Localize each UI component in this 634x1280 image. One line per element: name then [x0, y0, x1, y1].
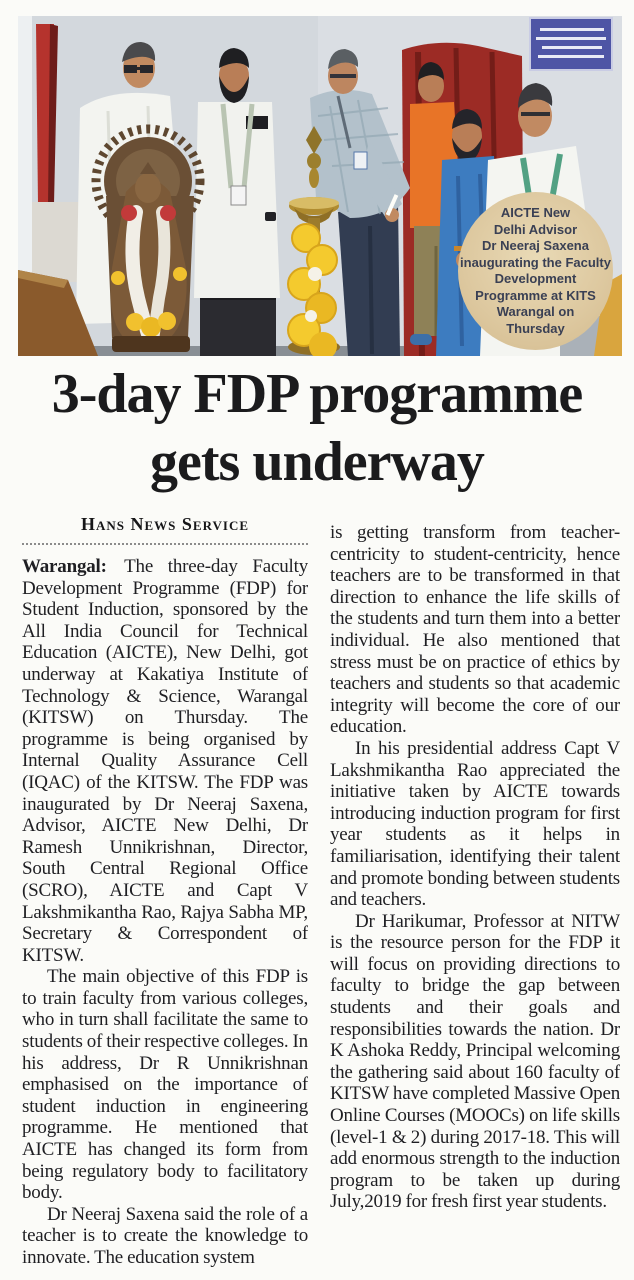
article-column-left	[22, 514, 308, 1276]
byline: Hans News Service	[22, 514, 308, 545]
caption-line: AICTE New	[500, 205, 571, 220]
lead-paragraph-text: The three-day Faculty Development Programme (FDP) for Student Induction, sponsored by the All India Council for Technical Education (AICTE), New Delhi, got underway at Kakatiya Institute of Technology & Science, Warangal (KITSW) on Thursday. The programme is being organised by Internal Quality Assurance Cell (IQAC) of the KITSW. The FDP was inaugurated by Dr Neeraj Saxena, Advisor, AICTE New Delhi, Dr Ramesh Unnikrishnan, Director, South Central Regional Office (SCRO), AICTE and Capt V Lakshmikantha Rao, Rajya Sabha MP, Secretary & Correspondent of KITSW.	[22, 556, 308, 966]
paragraph: In his presidential address Capt V Lakshmikantha Rao appreciated the initiative taken by AICTE towards introducing induction program for first year students as it helps in familiarisation, identifying their talent and promote bonding between students and teachers.	[330, 737, 620, 911]
paragraph: Dr Neeraj Saxena said the role of a teacher is to create the knowledge to innovate. The education system	[22, 1203, 308, 1268]
news-photo	[18, 16, 622, 356]
caption-line: Delhi Advisor	[493, 221, 578, 237]
paragraph: The main objective of this FDP is to train faculty from various colleges, who in turn shall facilitate the same to students of their respective colleges. In his address, Dr R Unnikrishnan emphasised on the importance of student induction in engineering programme. He mentioned that AICTE has changed its form from being regulatory body to facilitatory body.	[22, 966, 308, 1204]
headline-line-1: 3-day FDP programme	[51, 363, 583, 425]
caption-line: inaugurating the Faculty	[460, 254, 611, 270]
paragraph-continuation: is getting transform from teacher-centricity to student-centricity, hence teachers are to be transformed in that direction to enhance the life skills of the students and turn them into a better individual. He also mentioned that stress must be on practice of ethics by teachers and students so that academic integrity will become the core of our education.	[330, 522, 620, 738]
notice-poster	[530, 18, 612, 70]
caption-line: Development	[494, 271, 577, 286]
caption-line: Programme at KITS	[475, 287, 596, 303]
article-column-right	[330, 522, 620, 1274]
caption-line: Thursday	[506, 320, 565, 336]
caption-line: Dr Neeraj Saxena	[482, 238, 589, 253]
paragraph: Dr Harikumar, Professor at NITW is the resource person for the FDP it will focus on providing directions to faculty to bridge the gap between students and their goals and responsibilities towards the nation. Dr K Ashoka Reddy, Principal welcoming the gathering said about 160 faculty of KITSW have completed Massive Open Online Courses (MOOCs) on life skills (level-1 & 2) during 2017-18. This will add enormous strength to the induction program to be taken up during July,2019 for fresh first year students.	[330, 910, 620, 1213]
headline-line-2: gets underway	[150, 431, 484, 493]
photo-caption-bubble	[458, 192, 613, 350]
lead-paragraph	[22, 556, 308, 966]
statue	[96, 129, 200, 352]
dateline: Warangal:	[22, 556, 107, 577]
caption-line: Warangal on	[496, 304, 575, 319]
headline	[0, 360, 634, 496]
